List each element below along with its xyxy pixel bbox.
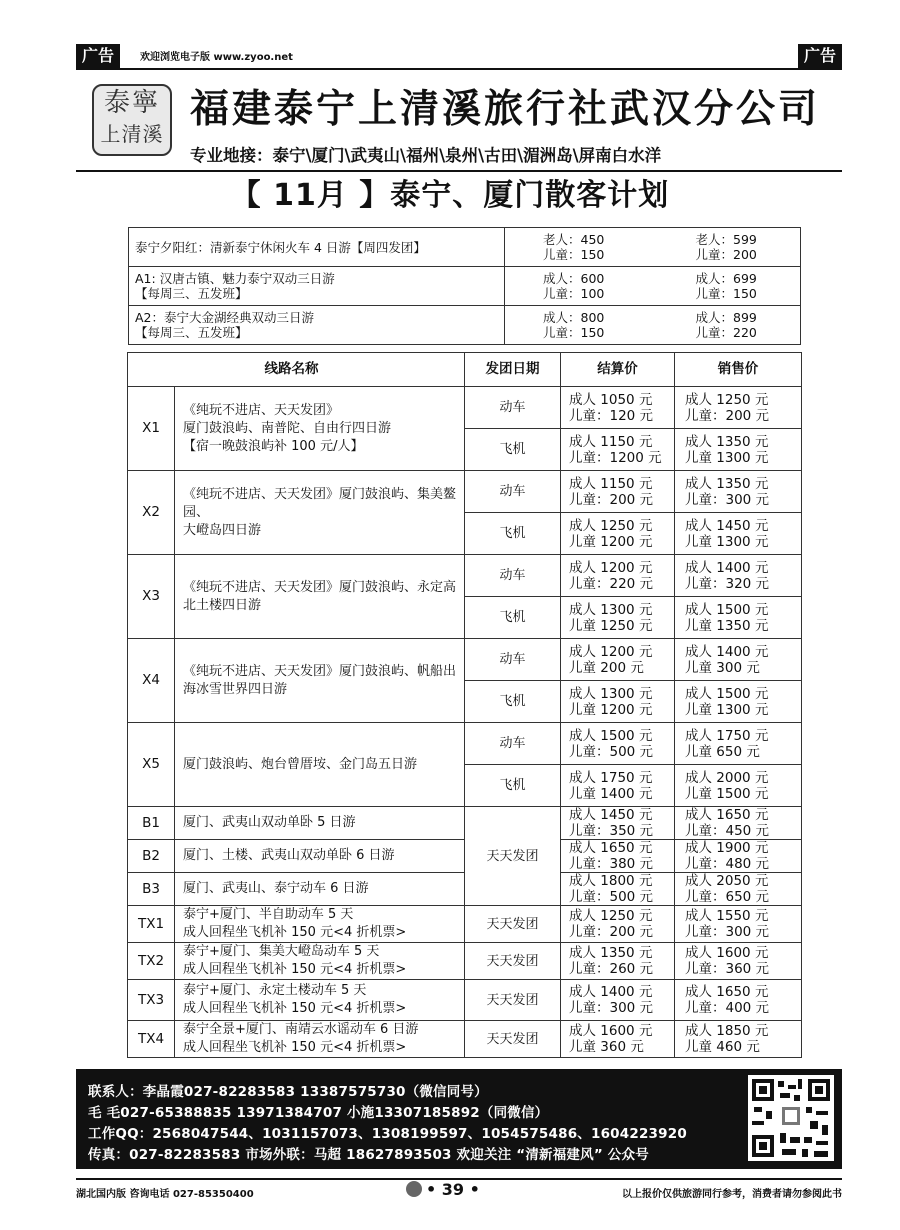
route-name: 厦门、土楼、武夷山双动单卧 6 日游 — [175, 840, 465, 873]
page-number — [406, 1180, 480, 1199]
contact-line-2: 毛 毛027-65388835 13971384707 小施13307185892（同微信） — [88, 1105, 549, 1121]
depart-date: 天天发团 — [465, 943, 561, 980]
transport-mode: 飞机 — [465, 429, 561, 471]
price-line: 儿童：100 — [543, 286, 605, 301]
route-name: 《纯玩不进店、天天发团》 厦门鼓浪屿、南普陀、自由行四日游 【宿一晚鼓浪屿补 100 元/人】 — [175, 387, 465, 471]
sale-price: 成人 1550 元 儿童：300 元 — [675, 906, 802, 943]
settle-price: 成人 1200 元 儿童：220 元 — [561, 555, 675, 597]
route-name: 《纯玩不进店、天天发团》厦门鼓浪屿、帆船出海冰雪世界四日游 — [175, 639, 465, 723]
logo-text-top: 泰寧 — [103, 88, 160, 118]
table-row — [128, 471, 802, 513]
transport-mode: 动车 — [465, 639, 561, 681]
price-line: 成人：800 — [543, 310, 605, 325]
transport-mode: 飞机 — [465, 765, 561, 807]
table-row — [128, 555, 802, 597]
table-row — [128, 807, 802, 840]
sale-price: 成人 1900 元 儿童：480 元 — [675, 840, 802, 873]
settle-price: 成人 1650 元 儿童：380 元 — [561, 840, 675, 873]
company-logo — [92, 84, 172, 156]
route-name: 厦门、武夷山双动单卧 5 日游 — [175, 807, 465, 840]
transport-mode: 动车 — [465, 555, 561, 597]
transport-mode: 飞机 — [465, 597, 561, 639]
footer-disclaimer: 以上报价仅供旅游同行参考，消费者请勿参阅此书 — [622, 1189, 842, 1200]
settle-price: 成人 1150 元 儿童：200 元 — [561, 471, 675, 513]
price-line: 儿童：220 — [695, 325, 757, 340]
route-name: 《纯玩不进店、天天发团》厦门鼓浪屿、永定高北土楼四日游 — [175, 555, 465, 639]
route-code: B2 — [128, 840, 175, 873]
settle-price: 成人 1750 元 儿童 1400 元 — [561, 765, 675, 807]
depart-date: 天天发团 — [465, 807, 561, 906]
sale-price: 成人 2050 元 儿童：650 元 — [675, 873, 802, 906]
page-footer — [76, 1178, 842, 1200]
page-badge-icon — [406, 1181, 422, 1197]
table-row — [128, 980, 802, 1021]
route-name: 厦门鼓浪屿、炮台曾厝垵、金门岛五日游 — [175, 723, 465, 807]
price-line: 儿童：150 — [543, 247, 605, 262]
route-code: X5 — [128, 723, 175, 807]
sale-price: 成人 1400 元 儿童 300 元 — [675, 639, 802, 681]
tour-price-table — [127, 352, 802, 1058]
table-row — [128, 1021, 802, 1058]
settle-price: 成人 1450 元 儿童：350 元 — [561, 807, 675, 840]
route-code: TX4 — [128, 1021, 175, 1058]
sale-price: 成人 1250 元 儿童：200 元 — [675, 387, 802, 429]
price-line: 儿童：150 — [695, 286, 757, 301]
table-row — [129, 267, 801, 306]
route-name: 泰宁+厦门、永定土楼动车 5 天 成人回程坐飞机补 150 元<4 折机票> — [175, 980, 465, 1021]
sale-price: 成人 1850 元 儿童 460 元 — [675, 1021, 802, 1058]
route-name: 厦门、武夷山、泰宁动车 6 日游 — [175, 873, 465, 906]
page-number-text: • 39 • — [426, 1180, 480, 1199]
route-name: 泰宁+厦门、半自助动车 5 天 成人回程坐飞机补 150 元<4 折机票> — [175, 906, 465, 943]
settle-price: 成人 1250 元 儿童：200 元 — [561, 906, 675, 943]
route-code: TX1 — [128, 906, 175, 943]
sale-price: 成人 1650 元 儿童：400 元 — [675, 980, 802, 1021]
table-row — [128, 639, 802, 681]
settle-price — [505, 267, 642, 306]
logo-text-bottom: 上清溪 — [100, 122, 164, 146]
table-row — [128, 943, 802, 980]
sale-price: 成人 1500 元 儿童 1300 元 — [675, 681, 802, 723]
route-code: X1 — [128, 387, 175, 471]
depart-date: 天天发团 — [465, 906, 561, 943]
transport-mode: 飞机 — [465, 681, 561, 723]
sale-price — [642, 228, 801, 267]
price-line: 儿童：200 — [695, 247, 757, 262]
sale-price: 成人 1650 元 儿童：450 元 — [675, 807, 802, 840]
route-name: 泰宁全景+厦门、南靖云水谣动车 6 日游 成人回程坐飞机补 150 元<4 折机票> — [175, 1021, 465, 1058]
price-line: 儿童：150 — [543, 325, 605, 340]
special-tours-table — [128, 227, 801, 345]
header-sale-price: 销售价 — [675, 353, 802, 387]
header-depart-date: 发团日期 — [465, 353, 561, 387]
transport-mode: 动车 — [465, 723, 561, 765]
depart-date: 天天发团 — [465, 1021, 561, 1058]
route-name: 泰宁+厦门、集美大嶝岛动车 5 天 成人回程坐飞机补 150 元<4 折机票> — [175, 943, 465, 980]
sale-price: 成人 1450 元 儿童 1300 元 — [675, 513, 802, 555]
route-code: B1 — [128, 807, 175, 840]
table-header-row — [128, 353, 802, 387]
company-name: 福建泰宁上清溪旅行社武汉分公司 — [190, 86, 821, 132]
depart-date: 天天发团 — [465, 980, 561, 1021]
sale-price — [642, 267, 801, 306]
sale-price: 成人 1400 元 儿童：320 元 — [675, 555, 802, 597]
tour-name: A1: 汉唐古镇、魅力泰宁双动三日游 【每周三、五发班】 — [129, 267, 505, 306]
sale-price: 成人 1750 元 儿童 650 元 — [675, 723, 802, 765]
settle-price — [505, 306, 642, 345]
settle-price: 成人 1150 元 儿童：1200 元 — [561, 429, 675, 471]
price-line: 成人：699 — [695, 271, 757, 286]
settle-price: 成人 1400 元 儿童：300 元 — [561, 980, 675, 1021]
settle-price: 成人 1050 元 儿童：120 元 — [561, 387, 675, 429]
footer-edition: 湖北国内版 咨询电话 027-85350400 — [76, 1189, 254, 1200]
sale-price: 成人 1350 元 儿童 1300 元 — [675, 429, 802, 471]
website-url[interactable]: 欢迎浏览电子版 www.zyoo.net — [140, 52, 293, 63]
ad-header-bar — [76, 44, 842, 70]
table-row — [128, 906, 802, 943]
contact-line-fax: 传真：027-82283583 市场外联：马超 18627893503 欢迎关注 “清新福建风” 公众号 — [88, 1147, 649, 1163]
settle-price: 成人 1250 元 儿童 1200 元 — [561, 513, 675, 555]
price-line: 成人：899 — [695, 310, 757, 325]
sale-price — [642, 306, 801, 345]
transport-mode: 飞机 — [465, 513, 561, 555]
route-name: 《纯玩不进店、天天发团》厦门鼓浪屿、集美鳌园、 大嶝岛四日游 — [175, 471, 465, 555]
price-line: 老人：450 — [543, 232, 605, 247]
header-route-name: 线路名称 — [175, 353, 465, 387]
route-code: B3 — [128, 873, 175, 906]
tour-name: A2：泰宁大金湖经典双动三日游 【每周三、五发班】 — [129, 306, 505, 345]
settle-price: 成人 1600 元 儿童 360 元 — [561, 1021, 675, 1058]
route-code: X4 — [128, 639, 175, 723]
settle-price — [505, 228, 642, 267]
sale-price: 成人 1350 元 儿童：300 元 — [675, 471, 802, 513]
transport-mode: 动车 — [465, 387, 561, 429]
contact-line-qq: 工作QQ：2568047544、1031157073、1308199597、1054575486、1604223920 — [88, 1126, 687, 1142]
settle-price: 成人 1300 元 儿童 1250 元 — [561, 597, 675, 639]
tour-name: 泰宁夕阳红：清新泰宁休闲火车 4 日游【周四发团】 — [129, 228, 505, 267]
ad-tag-left: 广告 — [76, 44, 120, 68]
table-row — [128, 387, 802, 429]
settle-price: 成人 1500 元 儿童：500 元 — [561, 723, 675, 765]
price-line: 老人：599 — [695, 232, 757, 247]
plan-title: 【 11月 】泰宁、厦门散客计划 — [230, 178, 670, 213]
sale-price: 成人 1500 元 儿童 1350 元 — [675, 597, 802, 639]
table-row — [129, 306, 801, 345]
company-tagline: 专业地接：泰宁\厦门\武夷山\福州\泉州\古田\湄洲岛\屏南白水洋 — [190, 146, 662, 165]
settle-price: 成人 1200 元 儿童 200 元 — [561, 639, 675, 681]
settle-price: 成人 1800 元 儿童：500 元 — [561, 873, 675, 906]
header-settle-price: 结算价 — [561, 353, 675, 387]
header-code — [128, 353, 175, 387]
route-code: X2 — [128, 471, 175, 555]
qr-code-icon — [748, 1075, 834, 1161]
sale-price: 成人 1600 元 儿童：360 元 — [675, 943, 802, 980]
header-divider — [76, 170, 842, 172]
sale-price: 成人 2000 元 儿童 1500 元 — [675, 765, 802, 807]
contact-block — [76, 1069, 842, 1169]
table-row — [128, 723, 802, 765]
settle-price: 成人 1350 元 儿童：260 元 — [561, 943, 675, 980]
contact-line-1: 联系人：李晶霞027-82283583 13387575730（微信同号） — [88, 1084, 488, 1100]
settle-price: 成人 1300 元 儿童 1200 元 — [561, 681, 675, 723]
table-row — [129, 228, 801, 267]
price-line: 成人：600 — [543, 271, 605, 286]
transport-mode: 动车 — [465, 471, 561, 513]
route-code: TX3 — [128, 980, 175, 1021]
route-code: X3 — [128, 555, 175, 639]
ad-tag-right: 广告 — [798, 44, 842, 68]
route-code: TX2 — [128, 943, 175, 980]
